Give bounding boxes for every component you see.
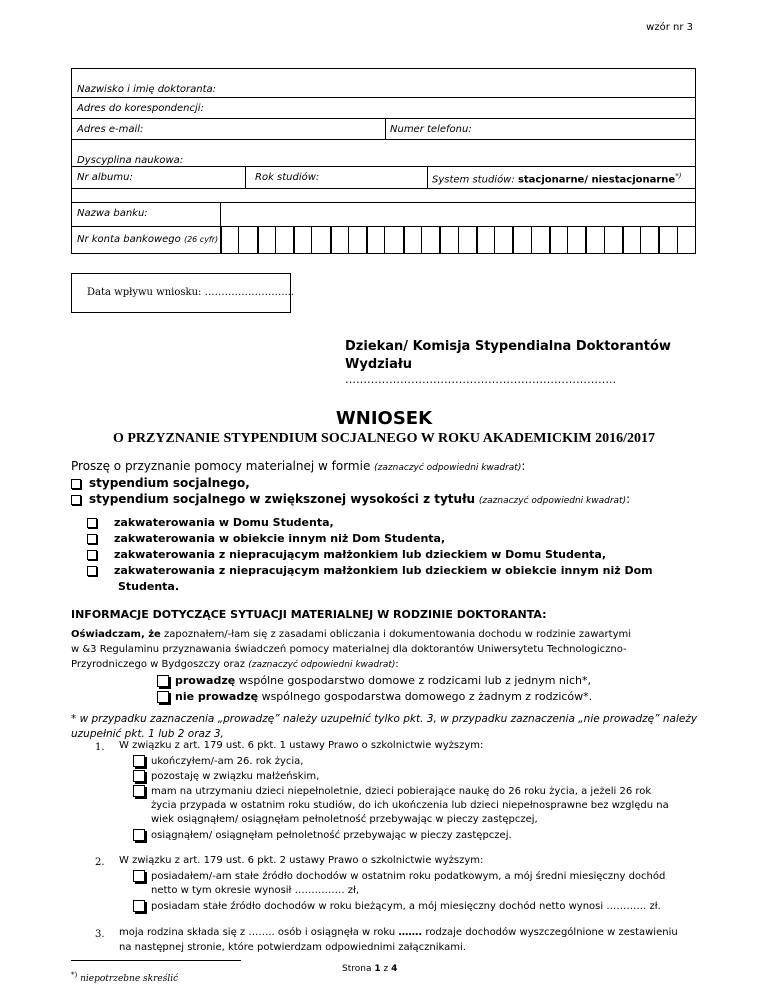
point-3-text xyxy=(119,927,678,938)
account-digit-box[interactable] xyxy=(330,227,348,253)
option-text: wspólne gospodarstwo domowe z rodzicami lub z jednym nich*, xyxy=(238,674,591,687)
point-3-year-dots[interactable]: ……. xyxy=(398,927,423,938)
account-digit-box[interactable] xyxy=(658,227,676,253)
note-line2: uzupełnić pkt. 1 lub 2 oraz 3, xyxy=(71,728,224,740)
form-number: wzór nr 3 xyxy=(646,22,693,33)
account-digit-box[interactable] xyxy=(549,227,567,253)
request-intro-hint: (zaznaczyć odpowiedni kwadrat) xyxy=(374,463,522,473)
account-digit-box[interactable] xyxy=(275,227,293,253)
checkbox[interactable] xyxy=(87,550,97,560)
point-2-number: 2. xyxy=(95,857,105,868)
option-text: ukończyłem/-am 26. rok życia, xyxy=(151,756,304,767)
checkbox[interactable] xyxy=(133,870,145,882)
point-3-text-line2: na następnej stronie, które potwierdzam odpowiednimi załącznikami. xyxy=(119,942,466,953)
account-digit-box[interactable] xyxy=(567,227,585,253)
sub-option-spouse-other-cont: Studenta. xyxy=(118,580,180,593)
checkbox[interactable] xyxy=(133,785,145,797)
discipline-field-label[interactable]: Dyscyplina naukowa: xyxy=(77,155,184,166)
point-1-number: 1. xyxy=(95,742,105,753)
option-increased-scholarship[interactable]: stypendium socjalnego w zwiększonej wysokości z tytułu (zaznaczyć odpowiedni kwadrat): xyxy=(71,492,630,506)
option-shared-household[interactable] xyxy=(157,674,591,687)
addressee-line2: Wydziału xyxy=(345,357,412,372)
point-3-number: 3. xyxy=(95,929,105,940)
account-digit-box[interactable] xyxy=(640,227,658,253)
year-field-label[interactable]: Rok studiów: xyxy=(255,172,320,183)
option-social-scholarship[interactable] xyxy=(71,476,250,490)
point-3-part2: rodzaje dochodów wyszczególnione w zestawieniu xyxy=(425,927,678,938)
study-system-options[interactable]: stacjonarne/ niestacjonarne xyxy=(517,174,676,186)
page-mid: z xyxy=(383,964,389,974)
point-1-c-line2: życia przypada w ostatnim roku studiów, do ich ukończenia lub dzieci niepełnosprawne bez względu na xyxy=(151,800,669,811)
info-heading: INFORMACJE DOTYCZĄCE SYTUACJI MATERIALNEJ W RODZINIE DOKTORANTA: xyxy=(71,608,547,621)
checkbox[interactable] xyxy=(157,675,169,687)
note-line1: * w przypadku zaznaczenia „prowadzę” należy uzupełnić tylko pkt. 3, w przypadku zaznaczenia „nie prowadzę” należy xyxy=(71,713,698,725)
point-2-a[interactable] xyxy=(133,870,665,882)
point-1-c[interactable] xyxy=(133,785,651,797)
option-no-shared-household[interactable] xyxy=(157,690,592,703)
point-1-text: W związku z art. 179 ust. 6 pkt. 1 ustawy Prawo o szkolnictwie wyższym: xyxy=(119,740,484,751)
sub-option-spouse-other[interactable] xyxy=(87,564,653,577)
account-hint: (26 cyfr) xyxy=(183,235,219,244)
sub-option-dormitory[interactable] xyxy=(87,516,334,529)
account-digit-box[interactable] xyxy=(476,227,494,253)
account-digit-box[interactable] xyxy=(384,227,402,253)
account-digit-box[interactable] xyxy=(220,227,238,253)
option-label: stypendium socjalnego w zwiększonej wysokości z tytułu xyxy=(89,492,476,506)
request-intro: Proszę o przyznanie pomocy materialnej w formie (zaznaczyć odpowiedni kwadrat): xyxy=(71,459,526,473)
page-current: 1 xyxy=(374,964,381,974)
checkbox[interactable] xyxy=(133,770,145,782)
footer-mark: *) xyxy=(71,971,78,979)
applicant-data-table xyxy=(71,68,696,254)
option-text: wspólnego gospodarstwa domowego z żadnym z rodziców*. xyxy=(261,690,593,703)
declaration-line3: Przyrodniczego w Bydgoszczy oraz xyxy=(71,659,246,670)
account-field-label xyxy=(72,227,218,253)
account-digit-box[interactable] xyxy=(622,227,640,253)
point-2-text: W związku z art. 179 ust. 6 pkt. 2 ustawy Prawo o szkolnictwie wyższym: xyxy=(119,855,484,866)
checkbox[interactable] xyxy=(133,755,145,767)
point-1-c-line3: wiek osiągnąłem/ osiągnęłam pełnoletność przebywając w pieczy zastępczej, xyxy=(151,814,538,825)
point-1-b[interactable] xyxy=(133,770,319,782)
account-digit-box[interactable] xyxy=(366,227,384,253)
checkbox[interactable] xyxy=(157,691,169,703)
option-text: osiągnąłem/ osiągnęłam pełnoletność przebywając w pieczy zastępczej. xyxy=(151,830,512,841)
option-label: stypendium socjalnego, xyxy=(89,476,250,490)
account-digit-box[interactable] xyxy=(512,227,530,253)
declaration: Oświadczam, że zapoznałem/-łam się z zasadami obliczania i dokumentowania dochodu w rodzinie zawartymi w &3 Regulaminu przyznawania świadczeń pomocy materialnej dla doktorantów Uniwersytetu Technologiczno- Przyrodniczego w Bydgoszczy oraz (zaznaczyć odpowiedni kwadrat): xyxy=(71,627,697,673)
declaration-hint: (zaznaczyć odpowiedni kwadrat) xyxy=(248,660,396,670)
page-number xyxy=(342,964,397,974)
received-date-label[interactable]: Data wpływu wniosku: ……………………... xyxy=(87,287,295,298)
faculty-dots[interactable]: ……………………………………………………………….. xyxy=(345,373,616,386)
checkbox[interactable] xyxy=(87,518,97,528)
account-digit-box[interactable] xyxy=(257,227,275,253)
option-bold: nie prowadzę xyxy=(175,690,259,703)
account-label-text: Nr konta bankowego xyxy=(77,234,181,245)
page-subtitle: O PRZYZNANIE STYPENDIUM SOCJALNEGO W ROKU AKADEMICKIM 2016/2017 xyxy=(112,431,656,446)
phone-field-label[interactable]: Numer telefonu: xyxy=(390,124,472,135)
account-digit-box[interactable] xyxy=(531,227,549,253)
option-text: mam na utrzymaniu dzieci niepełnoletnie, dzieci pobierające naukę do 26 roku życia, a jeżeli 26 rok xyxy=(151,786,652,797)
album-field-label[interactable]: Nr albumu: xyxy=(77,172,133,183)
addressee-line1: Dziekan/ Komisja Stypendialna Doktorantów xyxy=(345,339,671,354)
declaration-line2: w &3 Regulaminu przyznawania świadczeń pomocy materialnej dla doktorantów Uniwersytetu Technologiczno- xyxy=(71,644,627,655)
received-date-box xyxy=(71,273,295,313)
page-total: 4 xyxy=(391,964,398,974)
point-1-a[interactable] xyxy=(133,755,303,767)
option-text: posiadałem/-am stałe źródło dochodów w ostatnim roku podatkowym, a mój średni miesięczny dochód xyxy=(151,871,666,882)
study-system-field[interactable]: System studiów: stacjonarne/ niestacjonarne*) xyxy=(432,172,682,186)
point-2-b[interactable] xyxy=(133,900,661,912)
checkbox[interactable] xyxy=(133,829,145,841)
addressee xyxy=(345,338,671,374)
request-intro-text: Proszę o przyznanie pomocy materialnej w formie xyxy=(71,459,371,473)
footnote-instructions xyxy=(71,712,701,742)
declaration-line1: zapoznałem/-łam się z zasadami obliczania i dokumentowania dochodu w rodzinie zawartymi xyxy=(164,629,632,640)
option-bold: prowadzę xyxy=(175,674,236,687)
checkbox[interactable] xyxy=(87,566,97,576)
address-field-label[interactable]: Adres do korespondencji: xyxy=(77,103,204,114)
checkbox[interactable] xyxy=(71,479,81,489)
account-digit-box[interactable] xyxy=(458,227,476,253)
page-title: WNIOSEK xyxy=(335,408,433,429)
account-digit-box[interactable] xyxy=(421,227,439,253)
point-1-d[interactable] xyxy=(133,829,512,841)
option-text: posiadam stałe źródło dochodów w roku bieżącym, a mój miesięczny dochód netto wynosi ………… zł. xyxy=(151,901,661,912)
sub-option-label: zakwaterowania w Domu Studenta, xyxy=(114,516,334,529)
account-digit-box[interactable] xyxy=(311,227,329,253)
study-system-mark: *) xyxy=(675,172,682,180)
checkbox[interactable] xyxy=(71,495,81,505)
account-number-boxes[interactable] xyxy=(220,227,695,253)
footer-divider xyxy=(71,960,241,961)
bank-field-label[interactable]: Nazwa banku: xyxy=(77,208,148,219)
checkbox[interactable] xyxy=(133,900,145,912)
sub-option-label: zakwaterowania z niepracującym małżonkiem lub dzieckiem w Domu Studenta, xyxy=(114,548,607,561)
email-field-label[interactable]: Adres e-mail: xyxy=(77,124,144,135)
sub-option-other[interactable] xyxy=(87,532,445,545)
account-digit-box[interactable] xyxy=(439,227,457,253)
footer-note-text: niepotrzebne skreślić xyxy=(80,974,179,984)
page-prefix: Strona xyxy=(342,964,372,974)
name-field-label[interactable]: Nazwisko i imię doktoranta: xyxy=(77,84,216,95)
study-system-label: System studiów xyxy=(432,174,512,186)
point-2-a-line2: netto w tym okresie wynosił …………… zł, xyxy=(151,885,360,896)
declaration-bold: Oświadczam, że xyxy=(71,629,161,640)
sub-option-spouse-dormitory[interactable] xyxy=(87,548,606,561)
option-text: pozostaję w związku małżeńskim, xyxy=(151,771,320,782)
sub-option-label: zakwaterowania z niepracującym małżonkiem lub dzieckiem w obiekcie innym niż Dom xyxy=(114,564,653,577)
account-digit-box[interactable] xyxy=(677,227,695,253)
account-digit-box[interactable] xyxy=(494,227,512,253)
account-digit-box[interactable] xyxy=(604,227,622,253)
account-digit-box[interactable] xyxy=(403,227,421,253)
checkbox[interactable] xyxy=(87,534,97,544)
point-3-part1: moja rodzina składa się z …….. osób i osiągnęła w roku xyxy=(119,927,396,938)
account-digit-box[interactable] xyxy=(348,227,366,253)
option-hint: (zaznaczyć odpowiedni kwadrat) xyxy=(478,496,627,506)
account-digit-box[interactable] xyxy=(293,227,311,253)
sub-option-label: zakwaterowania w obiekcie innym niż Dom Studenta, xyxy=(114,532,446,545)
footer-note xyxy=(71,971,178,984)
account-digit-box[interactable] xyxy=(585,227,603,253)
account-digit-box[interactable] xyxy=(238,227,256,253)
